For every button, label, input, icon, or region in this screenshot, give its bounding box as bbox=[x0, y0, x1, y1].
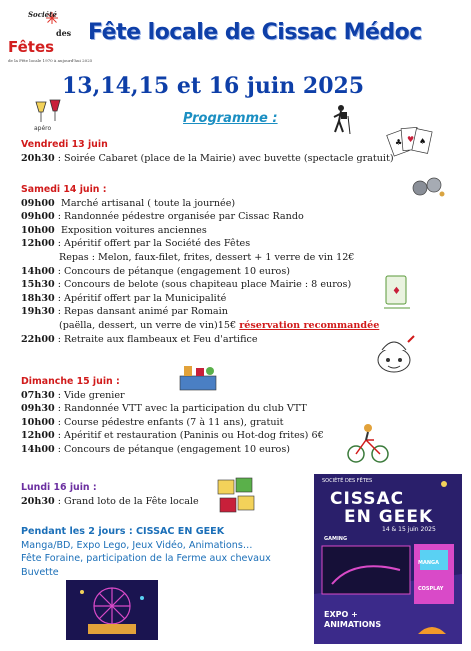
fete-foraine-line: Fête Foraine, participation de la Ferme aux chevaux bbox=[21, 553, 271, 565]
event-time: 12h00 bbox=[21, 430, 55, 442]
event-row bbox=[21, 251, 379, 265]
event-separator: : bbox=[54, 265, 65, 277]
section-vendredi bbox=[21, 138, 394, 165]
event-time: 10h00 bbox=[21, 224, 55, 236]
event-row bbox=[21, 429, 324, 443]
playing-cards-icon bbox=[386, 122, 442, 168]
event-text: Concours de belote (sous chapiteau place Mairie : 8 euros) bbox=[64, 279, 352, 291]
logo-fetes: Fêtes bbox=[8, 38, 55, 56]
event-text: Apéritif offert par la Société des Fêtes bbox=[64, 238, 251, 250]
poster-organizer: SOCIÉTÉ DES FÊTES bbox=[322, 478, 373, 484]
event-text: Exposition voitures anciennes bbox=[61, 224, 207, 236]
event-text: Retraite aux flambeaux et Feu d'artifice bbox=[64, 333, 258, 345]
event-time: 09h00 bbox=[21, 197, 55, 209]
event-text: Repas : Melon, faux-filet, frites, dessert + 1 verre de vin 12€ bbox=[59, 251, 355, 263]
event-row bbox=[21, 416, 324, 430]
event-text: Concours de pétanque (engagement 10 euros) bbox=[64, 443, 290, 455]
event-separator: : bbox=[54, 389, 65, 401]
event-row bbox=[21, 389, 324, 403]
event-row bbox=[21, 305, 379, 319]
event-separator: : bbox=[54, 152, 65, 164]
svg-text:♥: ♥ bbox=[407, 135, 415, 144]
event-row bbox=[21, 152, 394, 166]
event-row bbox=[21, 237, 379, 251]
cissac-en-geek-poster bbox=[314, 474, 462, 644]
event-time: 22h00 bbox=[21, 333, 55, 345]
event-time: 14h00 bbox=[21, 443, 55, 455]
event-separator: : bbox=[54, 306, 65, 318]
poster-gaming: GAMING bbox=[324, 536, 348, 542]
poster-title-line1: CISSAC bbox=[330, 489, 405, 509]
event-text: Grand loto de la Fête locale bbox=[64, 495, 199, 507]
section-dimanche bbox=[21, 375, 324, 457]
event-row bbox=[21, 278, 379, 292]
event-separator: : bbox=[54, 238, 65, 250]
event-time: 20h30 bbox=[21, 152, 55, 164]
event-text: Vide grenier bbox=[64, 389, 125, 401]
aperitif-glasses-icon bbox=[30, 96, 68, 132]
event-separator: : bbox=[54, 495, 65, 507]
event-row bbox=[21, 319, 379, 333]
event-dates: 13,14,15 et 16 juin 2025 bbox=[62, 73, 365, 99]
event-text: Concours de pétanque (engagement 10 euros) bbox=[64, 265, 290, 277]
loto-cards-icon bbox=[216, 476, 256, 516]
poster-dates: 14 & 15 juin 2025 bbox=[382, 526, 436, 533]
event-row bbox=[21, 443, 324, 457]
event-separator: : bbox=[54, 211, 65, 223]
logo-des: des bbox=[56, 28, 72, 38]
event-time: 12h00 bbox=[21, 238, 55, 250]
event-time: 09h00 bbox=[21, 211, 55, 223]
page-title: Fête locale de Cissac Médoc bbox=[88, 20, 422, 45]
event-separator: : bbox=[54, 416, 65, 428]
event-text: Soirée Cabaret (place de la Mairie) avec buvette (spectacle gratuit) bbox=[64, 152, 394, 164]
event-time: 20h30 bbox=[21, 495, 55, 507]
event-row bbox=[21, 197, 379, 211]
poster-cosplay: COSPLAY bbox=[418, 586, 444, 592]
event-time: 18h30 bbox=[21, 292, 55, 304]
event-separator: : bbox=[54, 292, 65, 304]
event-row bbox=[21, 333, 379, 347]
event-row bbox=[21, 402, 324, 416]
event-time: 07h30 bbox=[21, 389, 55, 401]
belote-cards-icon bbox=[380, 272, 414, 312]
event-separator: : bbox=[54, 403, 65, 415]
svg-text:♣: ♣ bbox=[395, 138, 403, 147]
section-samedi bbox=[21, 183, 379, 346]
vtt-cyclist-icon bbox=[344, 418, 392, 466]
fete-foraine-icon bbox=[66, 580, 158, 640]
reservation-note: réservation recommandée bbox=[239, 319, 380, 331]
day-heading-samedi: Samedi 14 juin : bbox=[21, 184, 107, 195]
section-pendant bbox=[21, 525, 271, 579]
svg-text:apéro: apéro bbox=[34, 125, 52, 132]
logo-tagline: de la Fête locale 1970 à aujourd'hui 2025 bbox=[8, 58, 93, 63]
day-heading-vendredi: Vendredi 13 juin bbox=[21, 139, 108, 150]
section-lundi bbox=[21, 481, 199, 508]
petanque-balls-icon bbox=[410, 176, 446, 198]
hiker-icon bbox=[328, 104, 354, 136]
poster-manga: MANGA bbox=[418, 560, 440, 566]
event-time: 19h30 bbox=[21, 306, 55, 318]
event-text: Course pédestre enfants (7 à 11 ans), gratuit bbox=[64, 416, 284, 428]
event-row bbox=[21, 210, 379, 224]
event-time: 09h30 bbox=[21, 403, 55, 415]
event-time: 10h00 bbox=[21, 416, 55, 428]
poster-animations: ANIMATIONS bbox=[324, 620, 382, 629]
event-text: Randonnée VTT avec la participation du club VTT bbox=[64, 403, 307, 415]
event-row bbox=[21, 292, 379, 306]
event-separator: : bbox=[54, 279, 65, 291]
event-row bbox=[21, 224, 379, 238]
svg-text:♠: ♠ bbox=[419, 137, 427, 146]
event-text: Randonnée pédestre organisée par Cissac Rando bbox=[64, 211, 304, 223]
event-text: (paëlla, dessert, un verre de vin)15€ bbox=[59, 319, 237, 331]
buvette-line: Buvette bbox=[21, 566, 59, 578]
event-text: Apéritif et restauration (Paninis ou Hot-dog frites) 6€ bbox=[64, 430, 324, 442]
event-separator: : bbox=[54, 443, 65, 455]
day-heading-dimanche: Dimanche 15 juin : bbox=[21, 376, 120, 387]
event-text: Marché artisanal ( toute la journée) bbox=[61, 197, 236, 209]
svg-text:♦: ♦ bbox=[392, 286, 401, 297]
poster-title-line2: EN GEEK bbox=[344, 507, 434, 527]
event-text: Apéritif offert par la Municipalité bbox=[64, 292, 227, 304]
societe-des-fetes-logo bbox=[6, 8, 93, 63]
geek-activities: Manga/BD, Expo Lego, Jeux Vidéo, Animations… bbox=[21, 539, 253, 551]
event-time: 14h00 bbox=[21, 265, 55, 277]
geek-heading: Pendant les 2 jours : CISSAC EN GEEK bbox=[21, 526, 225, 537]
event-time: 15h30 bbox=[21, 279, 55, 291]
event-separator: : bbox=[54, 333, 65, 345]
logo-societe: Société bbox=[28, 10, 57, 19]
day-heading-lundi: Lundi 16 juin : bbox=[21, 482, 97, 493]
event-text: Repas dansant animé par Romain bbox=[64, 306, 228, 318]
event-row bbox=[21, 495, 199, 509]
event-separator: : bbox=[54, 430, 65, 442]
event-row bbox=[21, 265, 379, 279]
programme-heading: Programme : bbox=[183, 111, 278, 126]
poster-expo: EXPO + bbox=[324, 610, 358, 619]
